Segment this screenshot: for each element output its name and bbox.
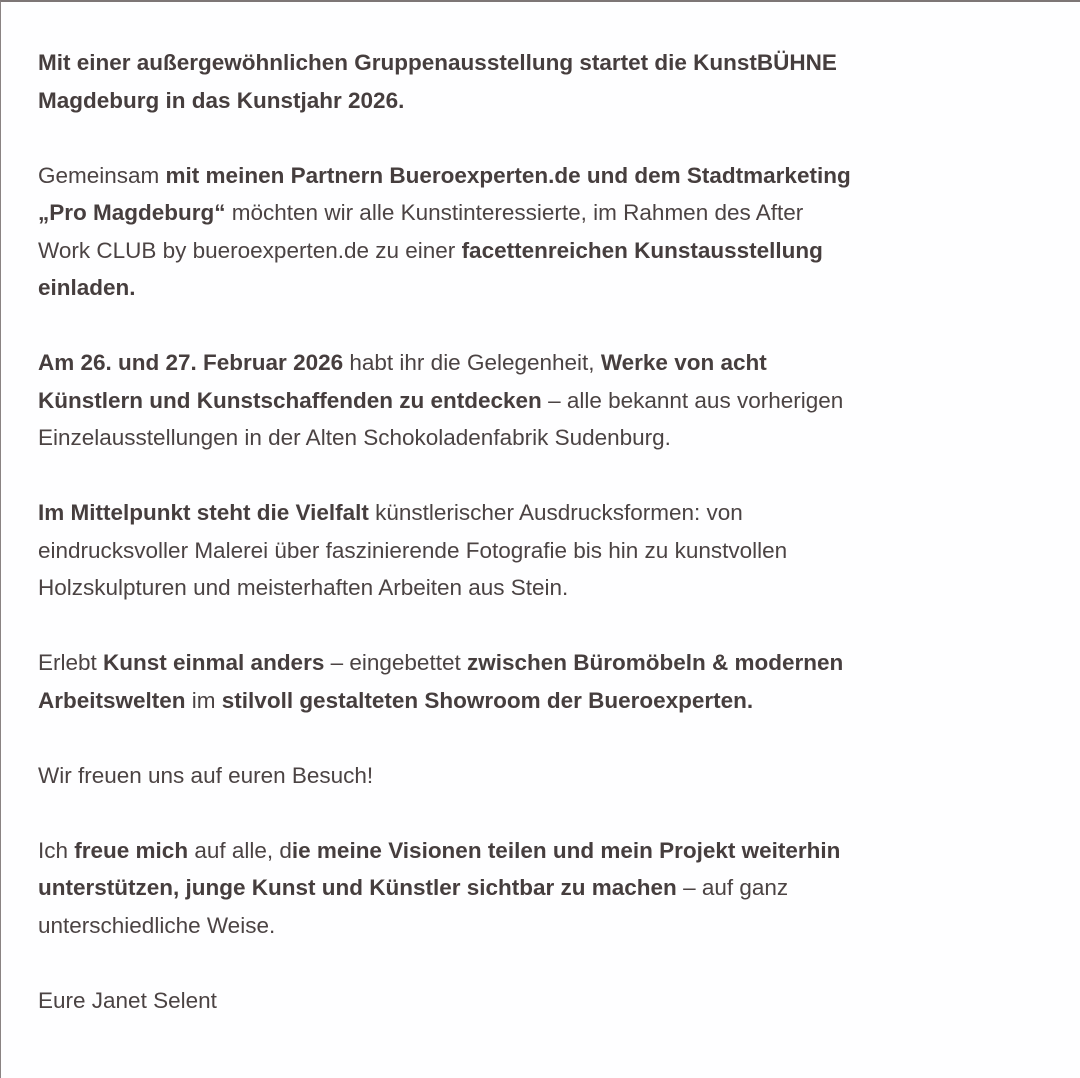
text-line xyxy=(38,532,1058,570)
paragraph-spacer xyxy=(38,944,1058,982)
text: möchten wir alle Kunstinteressierte, im Rahmen des After xyxy=(225,200,804,225)
paragraph-variety xyxy=(38,494,1058,607)
text: Wir freuen uns auf euren Besuch! xyxy=(38,762,374,788)
text-line xyxy=(38,344,1058,382)
text-line xyxy=(38,569,1058,607)
text-line xyxy=(38,194,1058,232)
bold-text: Kunst einmal anders xyxy=(103,650,325,675)
text-line xyxy=(38,382,1058,420)
bold-text: unterstützen, junge Kunst und Künstler sichtbar zu machen xyxy=(38,875,677,900)
text: Ich xyxy=(38,837,75,863)
text: künstlerischer Ausdrucksformen: von xyxy=(368,500,743,525)
paragraph-spacer xyxy=(38,719,1058,757)
paragraph-spacer xyxy=(38,457,1058,495)
bold-text: zwischen Büromöbeln & modernen xyxy=(466,650,844,675)
text-line xyxy=(38,44,1058,82)
bold-text: Magdeburg in das Kunstjahr 2026. xyxy=(38,87,405,113)
text-line xyxy=(38,269,1058,307)
paragraph-spacer xyxy=(38,307,1058,345)
text: Gemeinsam xyxy=(38,162,166,188)
text-line xyxy=(38,644,1058,682)
bold-text: Arbeitswelten xyxy=(38,687,186,713)
text-line xyxy=(38,82,1058,120)
text-line xyxy=(38,907,1058,945)
text-line xyxy=(38,682,1058,720)
text: habt ihr die Gelegenheit, xyxy=(343,350,601,375)
text-line xyxy=(38,982,1058,1020)
paragraph-experience xyxy=(38,644,1058,719)
bold-text: Im Mittelpunkt steht die Vielfalt xyxy=(38,500,369,525)
bold-text: mit meinen Partnern Bueroexperten.de und dem Stadtmarketing xyxy=(165,162,851,188)
bold-text: stilvoll gestalteten Showroom der Bueroexperten. xyxy=(221,687,754,713)
paragraph-signature xyxy=(38,982,1058,1020)
text: – alle bekannt aus vorherigen xyxy=(541,387,844,413)
paragraph-intro xyxy=(38,44,1058,119)
bold-text: Am 26. und 27. Februar 2026 xyxy=(38,350,344,375)
text-line xyxy=(38,232,1058,270)
text: Work CLUB by bueroexperten.de zu einer xyxy=(38,237,462,263)
text: Eure Janet Selent xyxy=(38,987,217,1013)
text: Einzelausstellungen in der Alten Schokoladenfabrik Sudenburg. xyxy=(38,425,671,450)
text-line xyxy=(38,757,1058,795)
bold-text: einladen. xyxy=(38,275,136,300)
paragraph-welcome xyxy=(38,757,1058,795)
text-line xyxy=(38,869,1058,907)
paragraph-spacer xyxy=(38,794,1058,832)
text: – eingebettet xyxy=(324,650,467,675)
text: auf alle, d xyxy=(188,837,292,863)
paragraph-dates xyxy=(38,344,1058,457)
bold-text: ie meine Visionen teilen und mein Projekt weiterhin xyxy=(291,837,841,863)
text: eindrucksvoller Malerei über faszinierende Fotografie bis hin zu kunstvollen xyxy=(38,537,788,563)
text-line xyxy=(38,419,1058,457)
bold-text: facettenreichen Kunstausstellung xyxy=(461,237,823,263)
bold-text: Mit einer außergewöhnlichen Gruppenausstellung startet die KunstBÜHNE xyxy=(38,50,837,75)
text-line xyxy=(38,832,1058,870)
text: unterschiedliche Weise. xyxy=(38,912,276,938)
paragraph-spacer xyxy=(38,607,1058,645)
paragraph-partners xyxy=(38,157,1058,307)
paragraph-thanks xyxy=(38,832,1058,945)
bold-text: Künstlern und Kunstschaffenden zu entdecken xyxy=(38,387,542,413)
paragraph-spacer xyxy=(38,119,1058,157)
bold-text: Werke von acht xyxy=(600,350,767,375)
bold-text: „Pro Magdeburg“ xyxy=(38,200,226,225)
text: Holzskulpturen und meisterhaften Arbeiten aus Stein. xyxy=(38,575,569,600)
text-line xyxy=(38,157,1058,195)
bold-text: freue mich xyxy=(74,837,189,863)
document-body xyxy=(38,44,1058,1019)
text: im xyxy=(185,687,222,713)
text: – auf ganz xyxy=(676,875,789,900)
text: Erlebt xyxy=(38,650,104,675)
text-line xyxy=(38,494,1058,532)
